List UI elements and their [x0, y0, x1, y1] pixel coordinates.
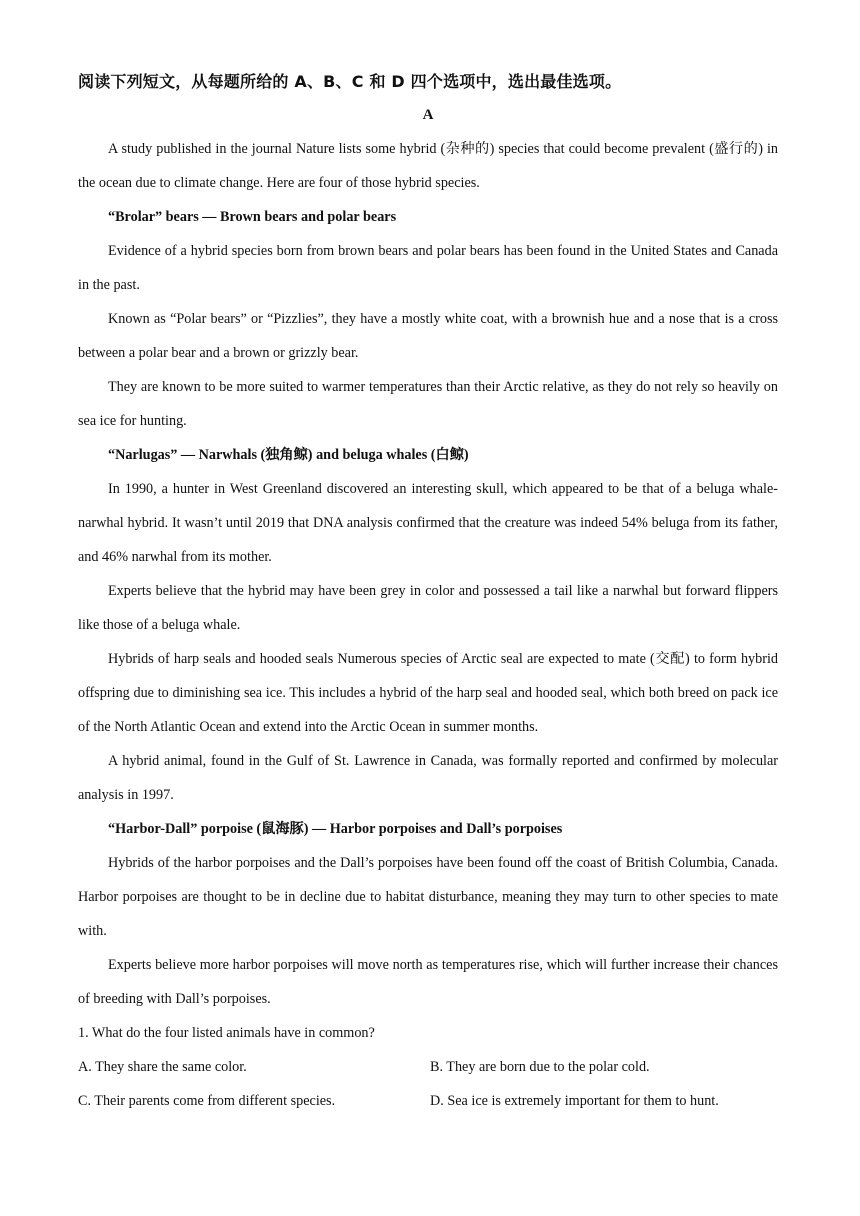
option-c[interactable]: C. Their parents come from different species. — [78, 1093, 336, 1109]
paragraph: They are known to be more suited to warmer temperatures than their Arctic relative, as they do not rely so heavily on sea ice for hunting. — [78, 379, 778, 429]
subheading: “Narlugas” — Narwhals (独角鲸) and beluga whales (白鲸) — [108, 447, 469, 463]
paragraph: A study published in the journal Nature lists some hybrid (杂种的) species that could become prevalent (盛行的) in the ocean due to climate change. Here are four of those hybrid species. — [78, 141, 778, 191]
answer-options — [78, 1050, 778, 1118]
question-stem: 1. What do the four listed animals have in common? — [78, 1025, 375, 1041]
paragraph: Evidence of a hybrid species born from brown bears and polar bears has been found in the United States and Canada in the past. — [78, 243, 778, 293]
option-b[interactable]: B. They are born due to the polar cold. — [430, 1059, 650, 1075]
instruction-text: 阅读下列短文，从每题所给的 A、B、C 和 D 四个选项中，选出最佳选项。 — [78, 72, 622, 91]
subheading: “Brolar” bears — Brown bears and polar bears — [108, 209, 397, 225]
document-page — [78, 68, 778, 1118]
paragraph: Hybrids of the harbor porpoises and the Dall’s porpoises have been found off the coast of British Columbia, Canada. Harbor porpoises are thought to be in decline due to habitat disturbance, meaning they may turn to other species to mate with. — [78, 855, 778, 939]
passage — [78, 132, 778, 1016]
paragraph: In 1990, a hunter in West Greenland discovered an interesting skull, which appeared to be that of a beluga whale-narwhal hybrid. It wasn’t until 2019 that DNA analysis confirmed that the creature was indeed 54% beluga from its father, and 46% narwhal from its mother. — [78, 481, 778, 565]
paragraph: A hybrid animal, found in the Gulf of St. Lawrence in Canada, was formally reported and confirmed by molecular analysis in 1997. — [78, 753, 778, 803]
subheading: “Harbor-Dall” porpoise (鼠海豚) — Harbor porpoises and Dall’s porpoises — [108, 821, 563, 837]
question-block — [78, 1016, 778, 1118]
paragraph: Known as “Polar bears” or “Pizzlies”, they have a mostly white coat, with a brownish hue and a nose that is a cross between a polar bear and a brown or grizzly bear. — [78, 311, 778, 361]
paragraph: Experts believe that the hybrid may have been grey in color and possessed a tail like a narwhal but forward flippers like those of a beluga whale. — [78, 583, 778, 633]
paragraph: Hybrids of harp seals and hooded seals Numerous species of Arctic seal are expected to mate (交配) to form hybrid offspring due to diminishing sea ice. This includes a hybrid of the harp seal and hooded seal, which both breed on pack ice of the North Atlantic Ocean and extend into the Arctic Ocean in summer months. — [78, 651, 778, 735]
option-a[interactable]: A. They share the same color. — [78, 1059, 247, 1075]
section-label: A — [422, 107, 434, 123]
option-d[interactable]: D. Sea ice is extremely important for them to hunt. — [430, 1093, 719, 1109]
paragraph: Experts believe more harbor porpoises will move north as temperatures rise, which will further increase their chances of breeding with Dall’s porpoises. — [78, 957, 778, 1007]
